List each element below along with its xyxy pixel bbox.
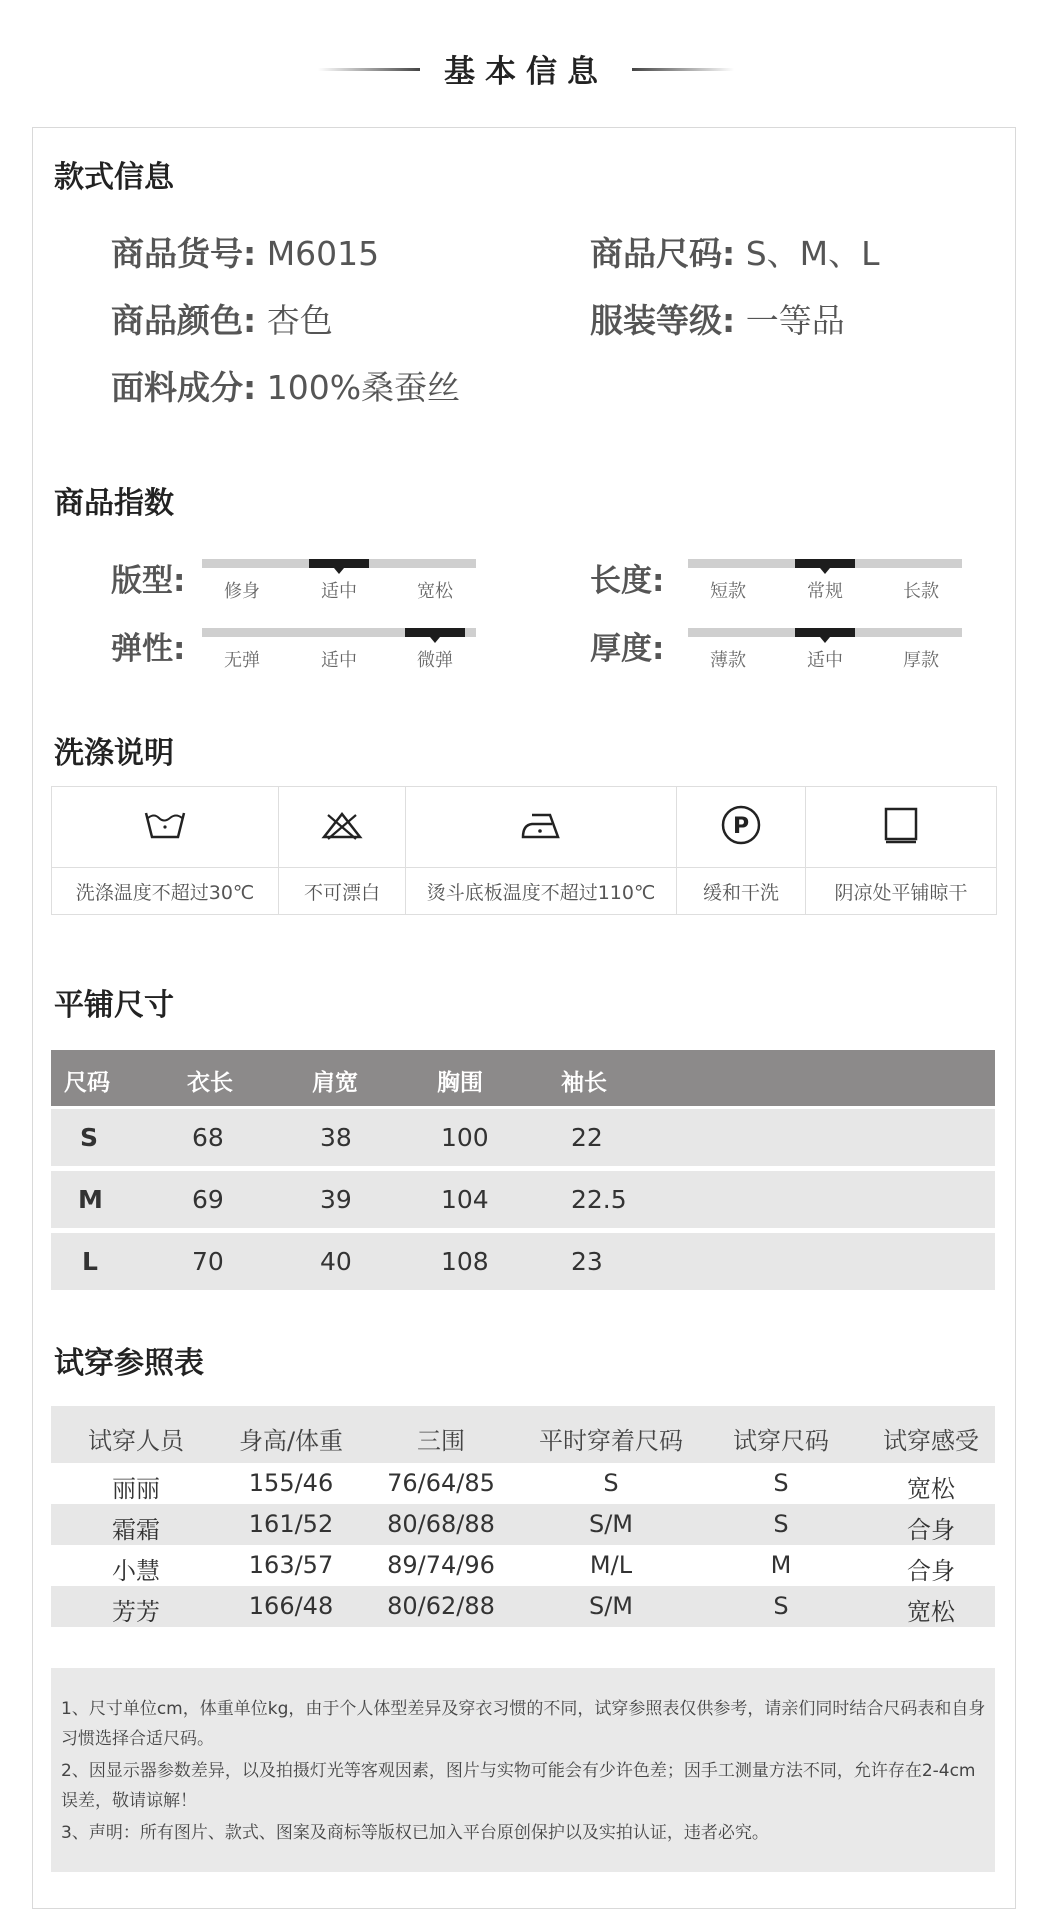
size-header-cell: 衣长	[187, 1070, 233, 1096]
try-cell: S/M	[588, 1592, 634, 1620]
try-cell: 80/68/88	[387, 1510, 495, 1538]
slider-option: 修身	[224, 581, 260, 602]
slider-marker	[309, 559, 369, 568]
wash-label: 烫斗底板温度不超过110℃	[406, 868, 677, 915]
wash-label: 洗涤温度不超过30℃	[52, 868, 279, 915]
index-slider-length	[688, 553, 962, 602]
try-cell: S	[773, 1592, 789, 1620]
info-value: M6015	[266, 234, 380, 273]
index-label-length: 长度:	[590, 563, 665, 599]
size-cell: 23	[571, 1247, 603, 1276]
try-header-cell: 身高/体重	[238, 1427, 344, 1455]
svg-text:P: P	[732, 814, 750, 839]
page-title: 基本信息	[444, 54, 608, 90]
size-cell: 22	[571, 1123, 603, 1152]
try-cell: 166/48	[248, 1592, 334, 1620]
try-cell: 宽松	[907, 1475, 955, 1503]
info-item-size	[590, 228, 880, 275]
index-slider-thickness	[688, 622, 962, 671]
try-cell: 丽丽	[112, 1475, 160, 1503]
try-header-cell: 试穿人员	[88, 1427, 184, 1455]
header-line-left	[318, 68, 420, 71]
info-key: 商品货号:	[111, 234, 257, 273]
wash-icon-cell	[52, 787, 279, 868]
dry-flat-shade-icon	[881, 805, 921, 845]
size-cell: 38	[320, 1123, 352, 1152]
try-cell: S/M	[588, 1510, 634, 1538]
no-bleach-icon	[320, 807, 364, 843]
slider-marker	[795, 559, 855, 568]
info-value: 一等品	[745, 301, 845, 340]
try-cell: 小慧	[112, 1557, 160, 1585]
try-cell: 霜霜	[112, 1516, 160, 1544]
slider-option: 微弹	[417, 650, 453, 671]
index-label-fit: 版型:	[111, 563, 186, 599]
note-text: 3、声明：所有图片、款式、图案及商标等版权已加入平台原创保护以及实拍认证，违者必究。	[61, 1823, 769, 1843]
try-cell: 芳芳	[112, 1598, 160, 1626]
table-row	[51, 1233, 995, 1290]
size-cell: S	[80, 1123, 99, 1152]
table-row	[51, 1463, 995, 1504]
wash-label: 不可漂白	[279, 868, 406, 915]
size-cell: 108	[441, 1247, 489, 1276]
section-title-try: 试穿参照表	[54, 1346, 204, 1381]
table-row	[51, 1171, 995, 1228]
index-label-elasticity: 弹性:	[111, 631, 186, 667]
slider-option: 适中	[321, 581, 357, 602]
slider-option: 宽松	[417, 581, 453, 602]
section-title-wash: 洗涤说明	[54, 736, 174, 771]
size-cell: M	[78, 1185, 103, 1214]
try-cell: S	[603, 1469, 619, 1497]
index-label-thickness: 厚度:	[590, 631, 665, 667]
info-item-grade	[590, 295, 845, 342]
wash-30-icon	[143, 807, 187, 843]
slider-option: 短款	[710, 581, 746, 602]
try-cell: 合身	[907, 1557, 955, 1585]
slider-option: 长款	[903, 581, 939, 602]
info-key: 商品颜色:	[111, 301, 257, 340]
info-item-fabric	[111, 362, 460, 409]
slider-option: 适中	[807, 650, 843, 671]
slider-marker	[405, 628, 465, 637]
slider-marker	[795, 628, 855, 637]
size-cell: 104	[441, 1185, 489, 1214]
size-header-cell: 尺码	[64, 1070, 110, 1096]
slider-option: 厚款	[903, 650, 939, 671]
info-key: 服装等级:	[590, 301, 736, 340]
size-cell: 68	[192, 1123, 224, 1152]
index-slider-fit	[202, 553, 476, 602]
table-row	[51, 1586, 995, 1627]
iron-icon	[518, 807, 564, 843]
try-cell: 宽松	[907, 1598, 955, 1626]
try-cell: 76/64/85	[387, 1469, 495, 1497]
size-cell: 39	[320, 1185, 352, 1214]
header-line-right	[632, 68, 734, 71]
note-text: 2、因显示器参数差异，以及拍摄灯光等客观因素，图片与实物可能会有少许色差；因手工测量方法不同，允许存在2-4cm误差，敬请谅解！	[61, 1761, 976, 1811]
try-cell: 155/46	[248, 1469, 334, 1497]
slider-option: 薄款	[710, 650, 746, 671]
try-cell: S	[773, 1510, 789, 1538]
try-cell: M	[770, 1551, 792, 1579]
try-table-header	[51, 1406, 995, 1463]
size-header-cell: 肩宽	[312, 1070, 358, 1096]
try-header-cell: 三围	[417, 1427, 465, 1455]
notes-box	[51, 1668, 995, 1872]
size-cell: 69	[192, 1185, 224, 1214]
wash-icon-cell	[806, 787, 997, 868]
table-row	[51, 1545, 995, 1586]
wash-label: 缓和干洗	[677, 868, 806, 915]
try-cell: S	[773, 1469, 789, 1497]
dry-clean-p-icon	[719, 803, 763, 847]
size-cell: 100	[441, 1123, 489, 1152]
try-cell: 合身	[907, 1516, 955, 1544]
table-row	[51, 1504, 995, 1545]
size-cell: 70	[192, 1247, 224, 1276]
try-header-cell: 试穿感受	[883, 1427, 979, 1455]
try-cell: 163/57	[248, 1551, 334, 1579]
size-header-cell: 胸围	[437, 1070, 483, 1096]
size-cell: 22.5	[571, 1185, 627, 1214]
section-title-index: 商品指数	[54, 486, 174, 521]
wash-table	[51, 786, 997, 915]
note-text: 1、尺寸单位cm，体重单位kg，由于个人体型差异及穿衣习惯的不同，试穿参照表仅供参考，请亲们同时结合尺码表和自身习惯选择合适尺码。	[61, 1699, 986, 1749]
info-value: 杏色	[266, 301, 333, 340]
size-cell: L	[82, 1247, 98, 1276]
slider-option: 适中	[321, 650, 357, 671]
info-value: S、M、L	[745, 234, 880, 273]
size-cell: 40	[320, 1247, 352, 1276]
try-header-cell: 平时穿着尺码	[539, 1427, 683, 1455]
try-cell: 161/52	[248, 1510, 334, 1538]
slider-option: 无弹	[224, 650, 260, 671]
wash-icon-cell	[677, 787, 806, 868]
try-header-cell: 试穿尺码	[733, 1427, 829, 1455]
table-row	[51, 1109, 995, 1166]
info-item-color	[111, 295, 333, 342]
wash-icon-cell	[406, 787, 677, 868]
try-cell: 89/74/96	[387, 1551, 495, 1579]
size-table-header	[51, 1050, 995, 1106]
size-header-cell: 袖长	[561, 1070, 607, 1096]
index-slider-elasticity	[202, 622, 476, 671]
slider-option: 常规	[807, 581, 843, 602]
info-key: 面料成分:	[111, 368, 257, 407]
wash-icon-cell	[279, 787, 406, 868]
try-cell: M/L	[589, 1551, 633, 1579]
section-title-size: 平铺尺寸	[54, 988, 174, 1023]
try-cell: 80/62/88	[387, 1592, 495, 1620]
info-key: 商品尺码:	[590, 234, 736, 273]
section-title-style: 款式信息	[54, 160, 174, 195]
info-value: 100%桑蚕丝	[266, 368, 461, 407]
info-item-code	[111, 228, 379, 275]
wash-label: 阴凉处平铺晾干	[806, 868, 997, 915]
